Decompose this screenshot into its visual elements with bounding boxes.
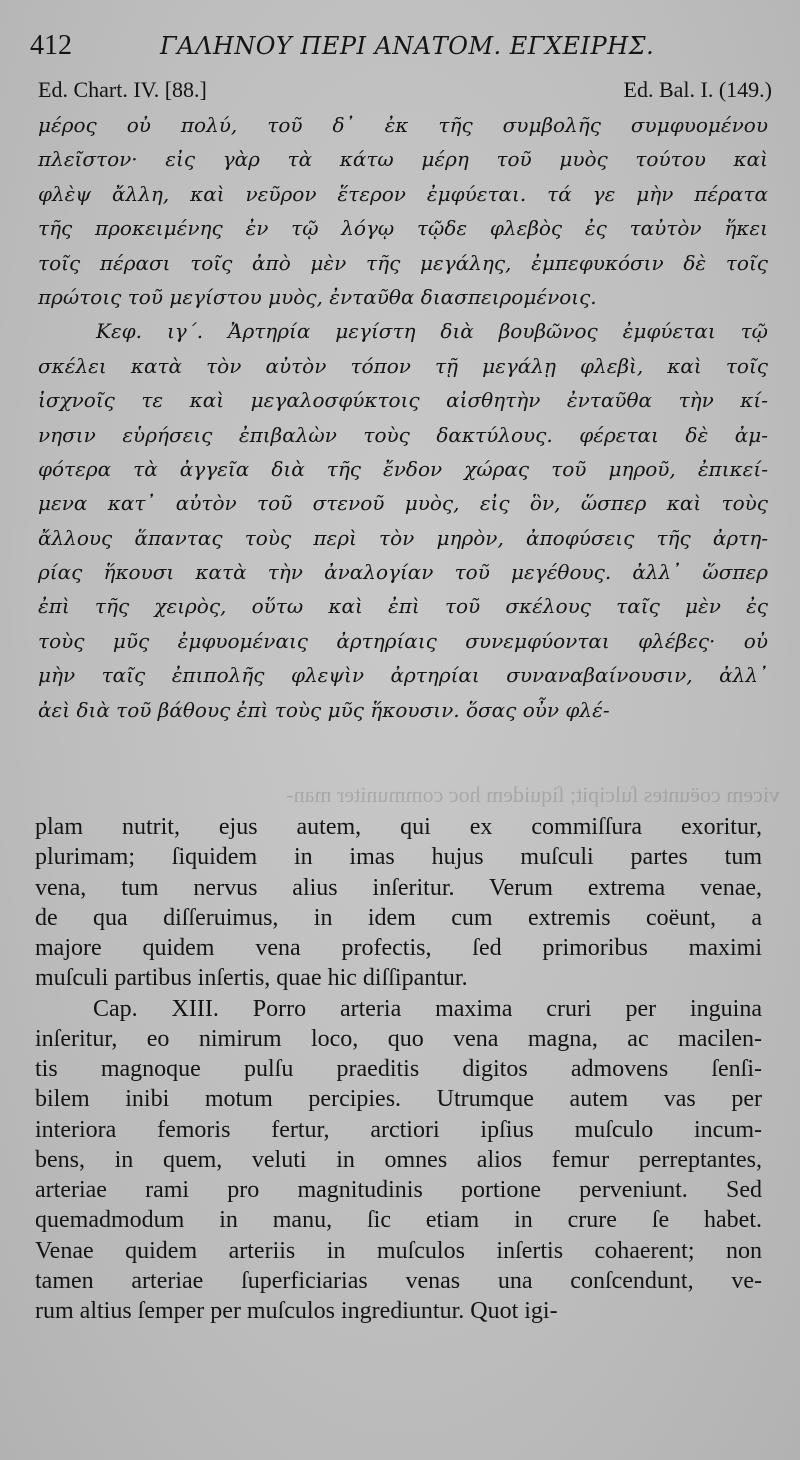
latin-line: bens, in quem, veluti in omnes alios femur perreptantes,	[35, 1146, 762, 1173]
greek-line: μέρος οὐ πολύ, τοῦ δ᾽ ἐκ τῆς συμβολῆς συμφυομένου	[38, 113, 768, 137]
latin-line: rum altius ſemper per muſculos ingrediuntur. Quot igi-	[35, 1298, 558, 1324]
greek-line: νησιν εὑρήσεις ἐπιβαλὼν τοὺς δακτύλους. φέρεται δὲ ἀμ-	[38, 422, 768, 447]
greek-line: πρώτοις τοῦ μεγίστου μυὸς, ἐνταῦθα διασπειρομένοις.	[38, 284, 597, 309]
greek-line: ἐπὶ τῆς χειρὸς, οὕτω καὶ ἐπὶ τοῦ σκέλους ταῖς μὲν ἐς	[38, 594, 768, 619]
greek-line: ρίας ἥκουσι κατὰ τὴν ἀναλογίαν τοῦ μεγέθους. ἀλλ᾽ ὥσπερ	[38, 560, 768, 585]
latin-line: arteriae rami pro magnitudinis portione perveniunt. Sed	[35, 1177, 762, 1203]
latin-text-block	[35, 812, 762, 1326]
running-title: ΓΑΛΗΝΟΥ ΠΕΡΙ ΑΝΑΤΟΜ. ΕΓΧΕΙΡΗΣ.	[160, 32, 655, 60]
latin-line: bilem inibi motum percipies. Utrumque autem vas per	[35, 1086, 762, 1113]
greek-line: ἰσχνοῖς τε καὶ μεγαλοσφύκτοις αἰσθητὴν ἐνταῦθα τὴν κί-	[38, 388, 768, 413]
greek-line: τῆς προκειμένης ἐν τῷ λόγῳ τῷδε φλεβὸς ἐς ταὐτὸν ἥκει	[38, 216, 768, 241]
latin-line: Venae quidem arteriis in muſculos inſertis cohaerent; non	[35, 1237, 762, 1264]
greek-line: πλεῖστον· εἰς γὰρ τὰ κάτω μέρη τοῦ μυὸς τούτου καὶ	[38, 147, 768, 172]
page-header	[30, 30, 772, 64]
greek-line: μὴν ταῖς ἐπιπολῆς φλεψὶν ἀρτηρίαι συναναβαίνουσιν, ἀλλ᾽	[38, 663, 768, 688]
latin-line: plam nutrit, ejus autem, qui ex commiſſura exoritur,	[35, 814, 762, 840]
greek-line: τοὺς μῦς ἐμφυομέναις ἀρτηρίαις συνεμφύονται φλέβες· οὐ	[38, 628, 768, 653]
latin-chapter-start-line: Cap. XIII. Porro arteria maxima cruri per inguina	[93, 995, 762, 1022]
bleed-through-text: vicem coëuntes ſulcipit; ſiquidem hoc communiter man-	[286, 782, 780, 807]
greek-line: μενα κατ᾽ αὐτὸν τοῦ στενοῦ μυὸς, εἰς ὃν, ὥσπερ καὶ τοὺς	[38, 491, 768, 516]
edition-basel: Ed. Bal. I. (149.)	[623, 77, 772, 102]
greek-line: φότερα τὰ ἀγγεῖα διὰ τῆς ἔνδον χώρας τοῦ μηροῦ, ἐπικεί-	[38, 456, 768, 481]
latin-line: majore quidem vena profectis, ſed primoribus maximi	[35, 935, 762, 961]
latin-line: plurimam; ſiquidem in imas hujus muſculi partes tum	[35, 844, 762, 871]
page-number: 412	[30, 30, 72, 61]
latin-line: inſeritur, eo nimirum loco, quo vena magna, ac macilen-	[35, 1025, 762, 1052]
greek-line: ἀεὶ διὰ τοῦ βάθους ἐπὶ τοὺς μῦς ἥκουσιν. ὅσας οὖν φλέ-	[38, 697, 610, 722]
greek-line: τοῖς πέρασι τοῖς ἀπὸ μὲν τῆς μεγάλης, ἐμπεφυκόσιν δὲ τοῖς	[38, 250, 768, 275]
greek-chapter-start-line: Κεφ. ιγ΄. Ἀρτηρία μεγίστη διὰ βουβῶνος ἐμφύεται τῷ	[96, 319, 768, 344]
greek-line: φλὲψ ἄλλη, καὶ νεῦρον ἕτερον ἐμφύεται. τά γε μὴν πέρατα	[38, 181, 768, 206]
greek-text-block	[38, 108, 768, 727]
latin-line: tis magnoque pulſu praeditis digitos admovens ſenſi-	[35, 1056, 762, 1082]
latin-line: quemadmodum in manu, ſic etiam in crure ſe habet.	[35, 1207, 762, 1234]
greek-line: ἄλλους ἅπαντας τοὺς περὶ τὸν μηρὸν, ἀποφύσεις τῆς ἀρτη-	[38, 525, 768, 550]
latin-line: vena, tum nervus alius inſeritur. Verum extrema venae,	[35, 874, 762, 901]
latin-line: de qua diſſeruimus, in idem cum extremis coëunt, a	[35, 904, 762, 931]
edition-chartier: Ed. Chart. IV. [88.]	[38, 77, 207, 102]
greek-line: σκέλει κατὰ τὸν αὐτὸν τόπον τῇ μεγάλῃ φλεβὶ, καὶ τοῖς	[38, 353, 768, 378]
latin-line: muſculi partibus inſertis, quae hic diſſipantur.	[35, 965, 468, 992]
latin-line: tamen arteriae ſuperficiarias venas una conſcendunt, ve-	[35, 1267, 762, 1294]
latin-line: interiora femoris fertur, arctiori ipſius muſculo incum-	[35, 1116, 762, 1143]
edition-references	[38, 77, 772, 107]
